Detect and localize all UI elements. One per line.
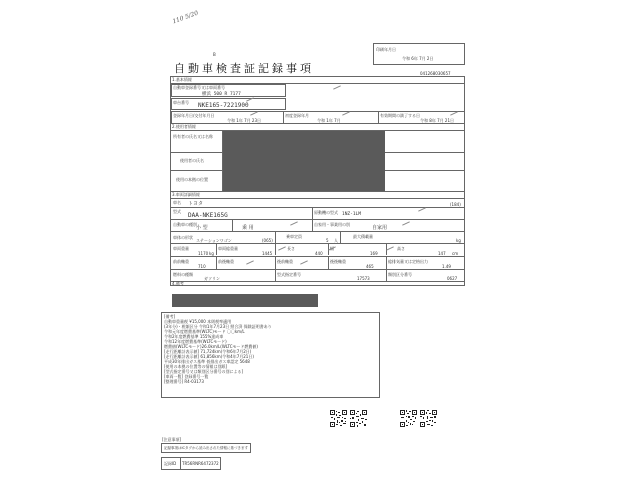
engine-label: 原動機の型式	[314, 210, 338, 215]
notice-box	[161, 443, 251, 453]
user-address-label: 使用の本拠の位置	[176, 177, 208, 182]
remark-line: [車両一覧] 登録番号一覧	[164, 374, 209, 379]
document-number: 041268030657	[420, 71, 451, 76]
width-label: 幅	[330, 246, 334, 251]
height-label: 高さ	[397, 246, 405, 251]
remark-line: 燃費値(WLTCモード)26.0km/L(WLTCモード燃費値)	[164, 344, 258, 349]
model-number-label: 型式指定番号	[277, 272, 301, 277]
weight-label: 車両重量	[173, 246, 189, 251]
remark-line: 令和元年度燃費基準(WLTC)モード 〇〇km/L	[164, 329, 245, 334]
class-number-label: 類別区分番号	[388, 272, 412, 277]
remark-line: 自動車重量税 ¥15,000 本則税率適用	[164, 319, 232, 324]
rear-front-axle-label: 後前軸重	[277, 259, 293, 264]
registration-date-label: 登録年月日/交付年月日	[173, 113, 215, 118]
length-value: 440	[315, 251, 323, 256]
maker-code: (184)	[450, 202, 461, 207]
engine-value: 1NZ-1LM	[342, 212, 361, 217]
notice-text: 記録事項はICタグから読み出された情報に基づきます	[164, 446, 248, 450]
qr-code-3	[400, 410, 417, 427]
record-id-box	[161, 457, 221, 470]
width-value: 169	[370, 251, 378, 256]
issue-date-value: 令和 6年 7月 2日	[402, 56, 434, 61]
remark-line: [整理番号] R4-03173	[164, 379, 204, 384]
remark-line: [使用の本拠の位置等の情報は別紙]	[164, 364, 228, 369]
weight-unit: kg	[209, 251, 214, 256]
front-front-axle-label: 前前軸重	[173, 259, 189, 264]
issue-date-box	[373, 43, 465, 65]
height-value: 147	[438, 251, 446, 256]
front-rear-axle-label: 前後軸重	[218, 259, 234, 264]
body-code: (065)	[262, 238, 273, 243]
handwritten-note: 110 5/20	[171, 9, 200, 26]
section1-header: 1.基本情報	[172, 77, 192, 82]
registration-box	[171, 84, 286, 97]
section3-header: 3.車両詳細情報	[172, 192, 200, 197]
capacity-label: 乗車定員	[286, 234, 302, 239]
purpose-value: 自家用	[372, 225, 388, 231]
redacted-user-info	[223, 131, 385, 191]
remark-line: [型式指定番号又は類別区分番号の別による]	[164, 369, 244, 374]
rear-rear-axle-value: 465	[366, 264, 374, 269]
gross-weight-label: 車両総重量	[218, 246, 238, 251]
class-value: 小 型	[196, 225, 208, 231]
registration-date-value: 令和 1年 7月 23日	[227, 118, 261, 123]
weight-value: 1170	[198, 251, 209, 256]
document-page	[150, 0, 480, 480]
qr-code-4	[420, 410, 437, 427]
small-mark: B	[213, 52, 216, 57]
maker-label: 車名	[173, 200, 181, 205]
use-value: 乗 用	[242, 225, 254, 231]
fuel-label: 燃料の種類	[173, 272, 193, 277]
maker-value: トヨタ	[188, 201, 204, 207]
record-id-value: TR56RNR6472372	[182, 461, 219, 466]
registration-label: 自動車登録番号又は車両番号	[173, 85, 225, 90]
gross-weight-value: 1445	[262, 251, 273, 256]
section4-header: 4.備考	[172, 281, 184, 286]
model-label: 型式	[173, 209, 181, 214]
front-front-axle-value: 710	[198, 264, 206, 269]
remark-line: [備考]	[164, 314, 176, 319]
class-number-value: 0627	[447, 276, 458, 281]
remark-line: [走行距離計表示値] 71,724km(令和6年7月2日)	[164, 349, 252, 354]
capacity-unit: 人	[334, 238, 338, 243]
body-label: 車体の形状	[173, 235, 193, 240]
record-id-label: 記録ID	[164, 461, 177, 466]
length-label: 長さ	[287, 246, 295, 251]
redacted-remarks-header	[172, 294, 318, 307]
model-number-value: 17573	[357, 276, 370, 281]
remark-line: 令和12年度燃費基準(WLTCモード)	[164, 339, 227, 344]
capacity-value: 5	[326, 238, 329, 243]
user-name-label: 使用者の氏名	[180, 158, 204, 163]
model-value: DAA-NKE165G	[188, 212, 228, 219]
document-title: 自動車検査証記録事項	[174, 62, 314, 75]
rear-rear-axle-label: 後後軸重	[330, 259, 346, 264]
remark-line: 平成30年排出ガス基準 低排出ガス車認定 5648	[164, 359, 250, 364]
class-label: 自動車の種別	[173, 222, 197, 227]
height-unit: cm	[452, 251, 459, 256]
remark-line: (3年分)・税額区分 令和1年7月23日 照合済 保険証明書あり	[164, 324, 272, 329]
expiry-label: 有効期間の満了する日	[380, 113, 420, 118]
first-registration-label: 初度登録年月	[285, 113, 309, 118]
expiry-value: 令和 8年 7月 21日	[420, 118, 454, 123]
purpose-label: 自家用・事業用の別	[314, 222, 350, 227]
first-registration-value: 令和 1年 7月	[317, 118, 341, 123]
owner-label: 所有者の氏名又は名称	[173, 134, 213, 139]
body-value: ステーションワゴン	[196, 238, 232, 243]
chassis-box	[171, 98, 286, 110]
remark-line: [走行距離計表示値] 61,856km(令和4年7月21日)	[164, 354, 254, 359]
issue-date-label: 印刷年月日	[376, 47, 396, 52]
notice-header: [注意事項]	[162, 437, 182, 442]
max-load-unit: kg	[456, 238, 461, 243]
dates-row	[171, 111, 465, 124]
registration-value: 横浜 500 R 7177	[202, 92, 241, 97]
chassis-value: NKE165-7221900	[198, 102, 249, 109]
remark-line: 令和2年度燃費基準 155%達成車	[164, 334, 224, 339]
section2-header: 2.使用者情報	[172, 124, 196, 129]
qr-code-1	[330, 410, 347, 427]
max-load-label: 最大積載量	[353, 234, 373, 239]
displacement-value: 1.49	[442, 264, 451, 269]
fuel-value: ガソリン	[204, 276, 220, 281]
qr-code-2	[350, 410, 367, 427]
chassis-label: 車台番号	[173, 100, 189, 105]
displacement-label: 総排気量又は定格出力	[388, 259, 428, 264]
